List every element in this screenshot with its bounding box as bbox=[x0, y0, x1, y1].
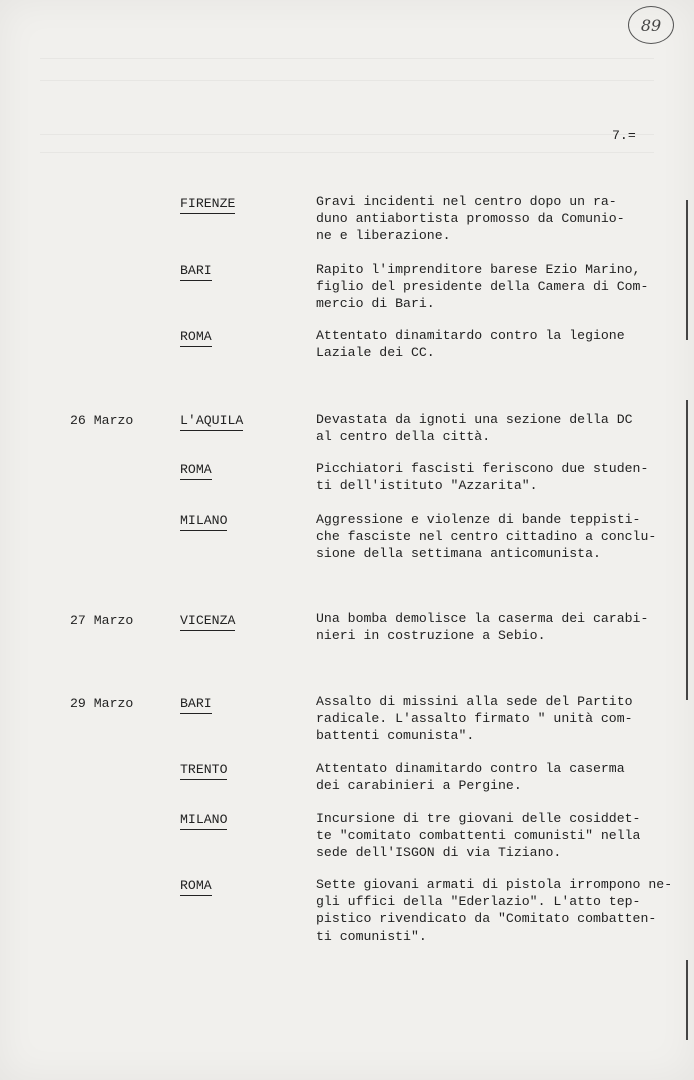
entry-text: Rapito l'imprenditore barese Ezio Marino, figlio del presidente della Camera di Com- mercio di Bari. bbox=[316, 262, 649, 312]
entry-city: MILANO bbox=[180, 812, 227, 830]
entry-date: 26 Marzo bbox=[70, 413, 134, 428]
entry-text: Attentato dinamitardo contro la caserma dei carabinieri a Pergine. bbox=[316, 761, 625, 794]
entry-date: 27 Marzo bbox=[70, 613, 134, 628]
entry-city: ROMA bbox=[180, 878, 212, 896]
archive-stamp: 89 bbox=[628, 6, 674, 44]
entry-text: Una bomba demolisce la caserma dei carabi- nieri in costruzione a Sebio. bbox=[316, 611, 649, 644]
entry-city: MILANO bbox=[180, 513, 227, 531]
ghost-line bbox=[40, 134, 654, 135]
entry-text: Attentato dinamitardo contro la legione Laziale dei CC. bbox=[316, 328, 625, 361]
entry-city: BARI bbox=[180, 263, 212, 281]
margin-line bbox=[686, 960, 688, 1040]
entry-city: TRENTO bbox=[180, 762, 227, 780]
entry-text: Picchiatori fascisti feriscono due studen- ti dell'istituto "Azzarita". bbox=[316, 461, 649, 494]
entry-text: Sette giovani armati di pistola irrompono ne- gli uffici della "Ederlazio". L'atto tep- pistico rivendicato da "Comitato combatten- ti comunisti". bbox=[316, 877, 673, 944]
entry-text: Incursione di tre giovani delle cosiddet- te "comitato combattenti comunisti" nella sede dell'ISGON di via Tiziano. bbox=[316, 811, 641, 861]
entry-city: ROMA bbox=[180, 462, 212, 480]
entry-text: Gravi incidenti nel centro dopo un ra- duno antiabortista promosso da Comunio- ne e liberazione. bbox=[316, 194, 625, 244]
entry-text: Devastata da ignoti una sezione della DC al centro della città. bbox=[316, 412, 633, 445]
ghost-line bbox=[40, 58, 654, 59]
entry-text: Aggressione e violenze di bande teppisti- che fasciste nel centro cittadino a conclu- sione della settimana anticomunista. bbox=[316, 512, 657, 562]
ghost-line bbox=[40, 152, 654, 153]
entry-city: FIRENZE bbox=[180, 196, 235, 214]
margin-line bbox=[686, 200, 688, 340]
entry-city: BARI bbox=[180, 696, 212, 714]
entry-city: ROMA bbox=[180, 329, 212, 347]
entry-text: Assalto di missini alla sede del Partito radicale. L'assalto firmato " unità com- battenti comunista". bbox=[316, 694, 633, 744]
entry-city: L'AQUILA bbox=[180, 413, 243, 431]
entry-date: 29 Marzo bbox=[70, 696, 134, 711]
entry-city: VICENZA bbox=[180, 613, 235, 631]
page-number: 7.= bbox=[612, 128, 636, 143]
ghost-line bbox=[40, 80, 654, 81]
margin-line bbox=[686, 400, 688, 700]
